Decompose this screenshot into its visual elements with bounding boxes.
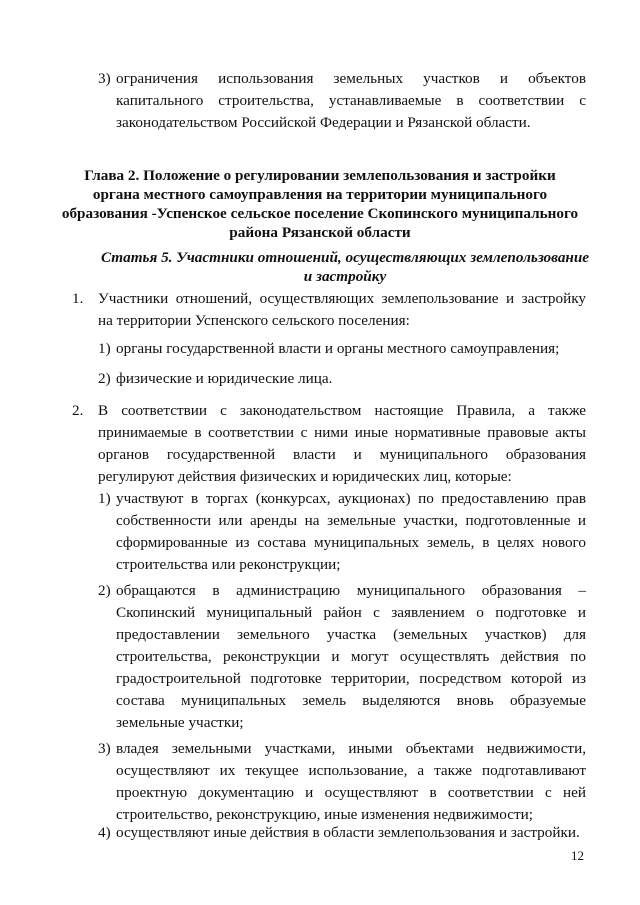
chapter-title: Глава 2. Положение о регулировании землепользования и застройки органа местного самоуправления на территории муниципального образования -Успенское сельское поселение Скопинского муниципального района Рязанской области bbox=[61, 167, 579, 241]
list-number: 1) bbox=[98, 490, 111, 507]
list-item-text: участвуют в торгах (конкурсах, аукционах) по предоставлению прав собственности или аренды на земельные участки, подготовленные и сформированные из состава муниципальных земель, в целях нового строительства или реконструкции; bbox=[116, 490, 586, 573]
list-number: 4) bbox=[98, 824, 111, 841]
list-item-text: ограничения использования земельных участков и объектов капитального строительства, устанавливаемые в соответствии с законодательством Российской Федерации и Рязанской области. bbox=[116, 70, 586, 131]
list-number: 2) bbox=[98, 582, 111, 599]
list-number: 3) bbox=[98, 740, 111, 757]
list-item-text: обращаются в администрацию муниципального образования – Скопинский муниципальный район с заявлением о подготовке и предоставлении земельного участка (земельных участков) для строительства, реконструкции и могут осуществлять действия по градостроительной подготовке территории, посредством которой из состава муниципальных земель выделяются вновь образуемые земельные участки; bbox=[116, 582, 586, 731]
list-number: 3) bbox=[98, 70, 111, 87]
list-item-text: осуществляют иные действия в области землепользования и застройки. bbox=[116, 824, 580, 841]
clause-text: Участники отношений, осуществляющих землепользование и застройку на территории Успенского сельского поселения: bbox=[98, 290, 586, 329]
list-item-text: владея земельными участками, иными объектами недвижимости, осуществляют их текущее использование, а также подготавливают проектную документацию и осуществляют в соответствии с ней строительство, реконструкцию, иные изменения недвижимости; bbox=[116, 740, 586, 823]
clause-text: В соответствии с законодательством настоящие Правила, а также принимаемые в соответствии с ними иные нормативные правовые акты органов государственной власти и муниципального образования регулируют действия физических и юридических лиц, которые: bbox=[98, 402, 586, 485]
list-number: 1) bbox=[98, 340, 111, 357]
list-number: 2) bbox=[98, 370, 111, 387]
clause-number: 1. bbox=[72, 290, 84, 307]
clause-number: 2. bbox=[72, 402, 84, 419]
page-number: 12 bbox=[571, 848, 584, 863]
list-item-text: физические и юридические лица. bbox=[116, 370, 333, 387]
article-title: Статья 5. Участники отношений, осуществляющих землепользование и застройку bbox=[100, 249, 590, 285]
list-item-text: органы государственной власти и органы местного самоуправления; bbox=[116, 340, 560, 357]
